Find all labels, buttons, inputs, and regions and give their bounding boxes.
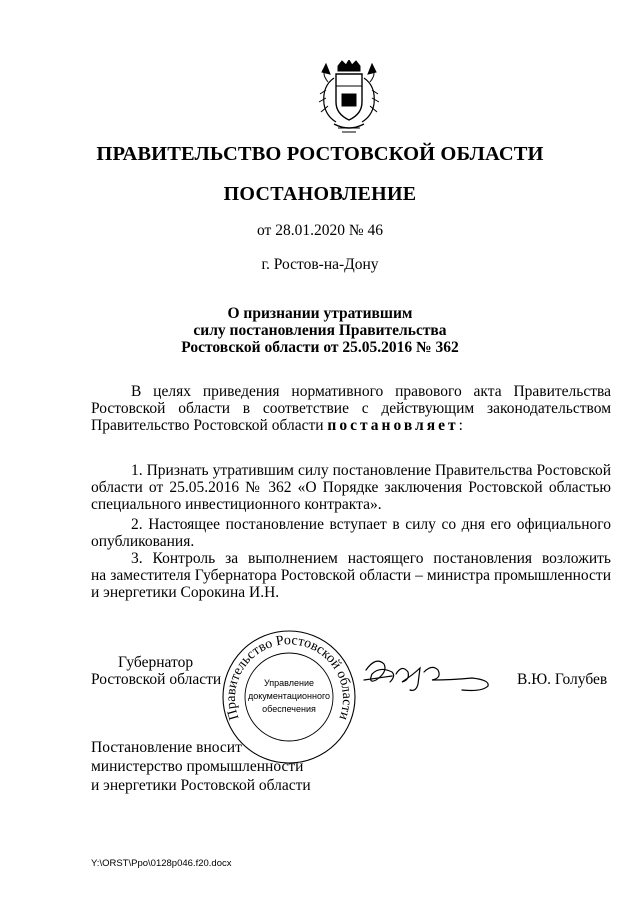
item-line: на заместителя Губернатора Ростовской области – министра промышленности — [91, 567, 611, 584]
item-line: 2. Настоящее постановление вступает в силу со дня его официального — [131, 516, 611, 533]
document-subject — [0, 305, 640, 356]
subject-line: Ростовской области от 25.05.2016 № 362 — [181, 339, 459, 356]
document-kind: ПОСТАНОВЛЕНИЕ — [223, 183, 417, 205]
subject-line: силу постановления Правительства — [193, 322, 447, 339]
item-2-paragraph — [91, 516, 611, 550]
preamble-line-suffix: : — [458, 417, 463, 434]
subject-line: О признании утратившим — [227, 305, 413, 322]
preamble-line — [91, 417, 611, 434]
signatory-position-line: Губернатор — [118, 654, 194, 671]
document-city: г. Ростов-на-Дону — [261, 256, 379, 273]
coat-of-arms-emblem — [316, 60, 382, 136]
stamp-inner-text: обеспечения — [262, 704, 316, 714]
preamble-paragraph — [91, 383, 611, 434]
item-1-paragraph — [91, 462, 611, 513]
document-date-number: от 28.01.2020 № 46 — [257, 222, 383, 239]
preamble-line: Ростовской области в соответствие с действующим законодательством — [91, 400, 611, 417]
submission-note — [91, 738, 311, 795]
item-line: опубликования. — [91, 533, 195, 550]
signatory-position-line: Ростовской области — [91, 671, 222, 688]
item-line: 3. Контроль за выполнением настоящего постановления возложить — [131, 550, 611, 567]
government-title: ПРАВИТЕЛЬСТВО РОСТОВСКОЙ ОБЛАСТИ — [96, 143, 544, 165]
item-line: специального инвестиционного контракта». — [91, 496, 382, 513]
handwritten-signature — [362, 650, 492, 700]
note-line: и энергетики Ростовской области — [91, 777, 311, 794]
stamp-outer-text: Правительство Ростовской области — [223, 633, 355, 722]
item-line: и энергетики Сорокина И.Н. — [91, 584, 280, 601]
preamble-line-prefix: Правительство Ростовской области — [91, 417, 328, 434]
preamble-line: В целях приведения нормативного правового акта Правительства — [131, 383, 611, 400]
note-line: министерство промышленности — [91, 758, 304, 775]
item-line: области от 25.05.2016 № 362 «О Порядке заключения Ростовской областью — [91, 479, 611, 496]
resolves-word: постановляет — [327, 417, 459, 434]
item-line: 1. Признать утратившим силу постановление Правительства Ростовской — [131, 462, 611, 479]
item-3-paragraph — [91, 550, 611, 601]
stamp-inner-text: документационного — [247, 691, 331, 701]
stamp-inner-text: Управление — [263, 678, 315, 688]
file-path-footer: Y:\ORST\Ppo\0128p046.f20.docx — [91, 858, 232, 869]
signatory-name: В.Ю. Голубев — [517, 671, 608, 688]
note-line: Постановление вносит — [91, 739, 242, 756]
